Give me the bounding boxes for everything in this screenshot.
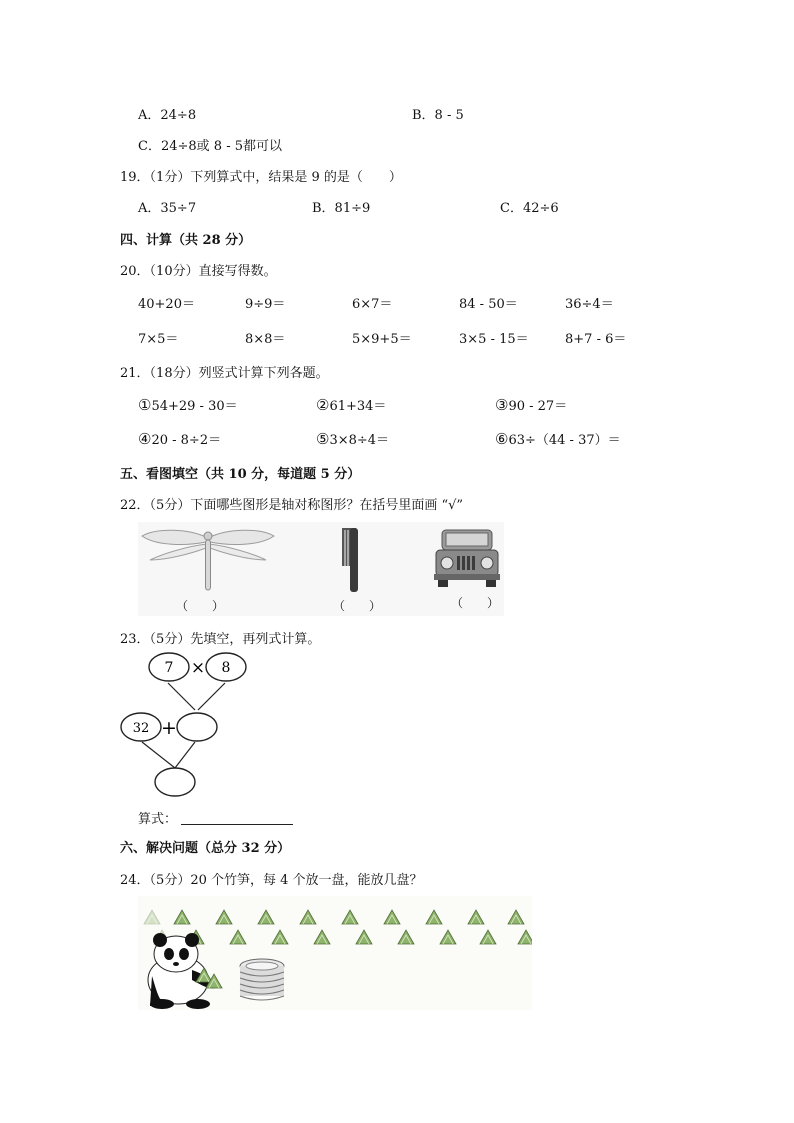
q18-option-c: C．24÷8或 8 - 5都可以	[138, 139, 282, 154]
q20-item: 36÷4＝	[565, 297, 614, 312]
q19-option-b: B．81÷9	[312, 201, 371, 216]
q21-item	[316, 395, 386, 414]
q19-stem: 19．（1分）下列算式中，结果是 9 的是（ ）	[120, 170, 402, 185]
q21-item	[495, 429, 621, 448]
q21-item-expression: 54+29 - 30＝	[151, 399, 238, 414]
q22-stem: 22．（5分）下面哪些图形是轴对称图形？在括号里面画 “√”	[120, 498, 464, 513]
bamboo-shoots-panda-image	[138, 896, 532, 1010]
q21-item-number: ⑥	[495, 430, 509, 448]
q21-item-expression: 63÷（44 - 37）＝	[508, 433, 621, 448]
q20-item: 3×5 - 15＝	[459, 332, 529, 347]
dragonfly-image	[138, 524, 278, 594]
q23-formula	[138, 808, 293, 827]
section4-title: 四、计算（共 28 分）	[120, 233, 252, 248]
q23-calculation-tree	[115, 648, 255, 800]
q21-item-expression: 61+34＝	[329, 399, 387, 414]
jeep-image	[434, 528, 500, 588]
plate-stack	[240, 959, 284, 1000]
q21-item	[316, 429, 389, 448]
q21-item-number: ①	[138, 396, 152, 414]
q21-item-expression: 20 - 8÷2＝	[151, 433, 222, 448]
q23-stem: 23．（5分）先填空，再列式计算。	[120, 632, 321, 647]
q23-number-7: 7	[164, 660, 174, 676]
q21-item-expression: 90 - 27＝	[508, 399, 568, 414]
q20-item: 8×8＝	[245, 332, 286, 347]
q20-item: 84 - 50＝	[459, 297, 518, 312]
q23-plus-sign: +	[161, 717, 177, 739]
q20-item: 7×5＝	[138, 332, 179, 347]
q20-item: 9÷9＝	[245, 297, 286, 312]
q20-item: 8+7 - 6＝	[565, 332, 627, 347]
comb-answer-paren[interactable]: （ ）	[333, 599, 382, 613]
q22-figure-panel	[138, 522, 504, 616]
q21-item-number: ④	[138, 430, 152, 448]
q21-stem: 21．（18分）列竖式计算下列各题。	[120, 366, 329, 381]
q23-blank-sum[interactable]	[155, 768, 195, 796]
dragonfly-answer-paren[interactable]: （ ）	[176, 599, 225, 613]
q23-multiply-sign: ×	[190, 658, 206, 678]
q20-item: 6×7＝	[352, 297, 393, 312]
q19-option-a: A．35÷7	[138, 201, 197, 216]
q23-formula-label: 算式：	[138, 812, 178, 827]
q20-item: 5×9+5＝	[352, 332, 412, 347]
q21-item	[138, 429, 221, 448]
q24-stem: 24．（5分）20 个竹笋，每 4 个放一盘，能放几盘？	[120, 873, 423, 888]
q18-option-a: A．24÷8	[138, 108, 197, 123]
q23-blank-product[interactable]	[177, 713, 217, 741]
section6-title: 六、解决问题（总分 32 分）	[120, 841, 291, 856]
q23-formula-blank[interactable]	[181, 811, 293, 825]
q21-item-expression: 3×8÷4＝	[329, 433, 390, 448]
section5-title: 五、看图填空（共 10 分，每道题 5 分）	[120, 467, 361, 482]
q19-option-c: C．42÷6	[500, 201, 559, 216]
q21-item-number: ②	[316, 396, 330, 414]
q18-option-b: B．8 - 5	[412, 108, 464, 123]
q20-stem: 20．（10分）直接写得数。	[120, 264, 277, 279]
q21-item	[138, 395, 238, 414]
jeep-answer-paren[interactable]: （ ）	[451, 596, 500, 610]
comb-image	[338, 528, 368, 594]
q21-item-number: ③	[495, 396, 509, 414]
q21-item-number: ⑤	[316, 430, 330, 448]
q23-number-8: 8	[221, 660, 231, 676]
q21-item	[495, 395, 567, 414]
q23-number-32: 32	[132, 721, 150, 736]
q20-item: 40+20＝	[138, 297, 195, 312]
